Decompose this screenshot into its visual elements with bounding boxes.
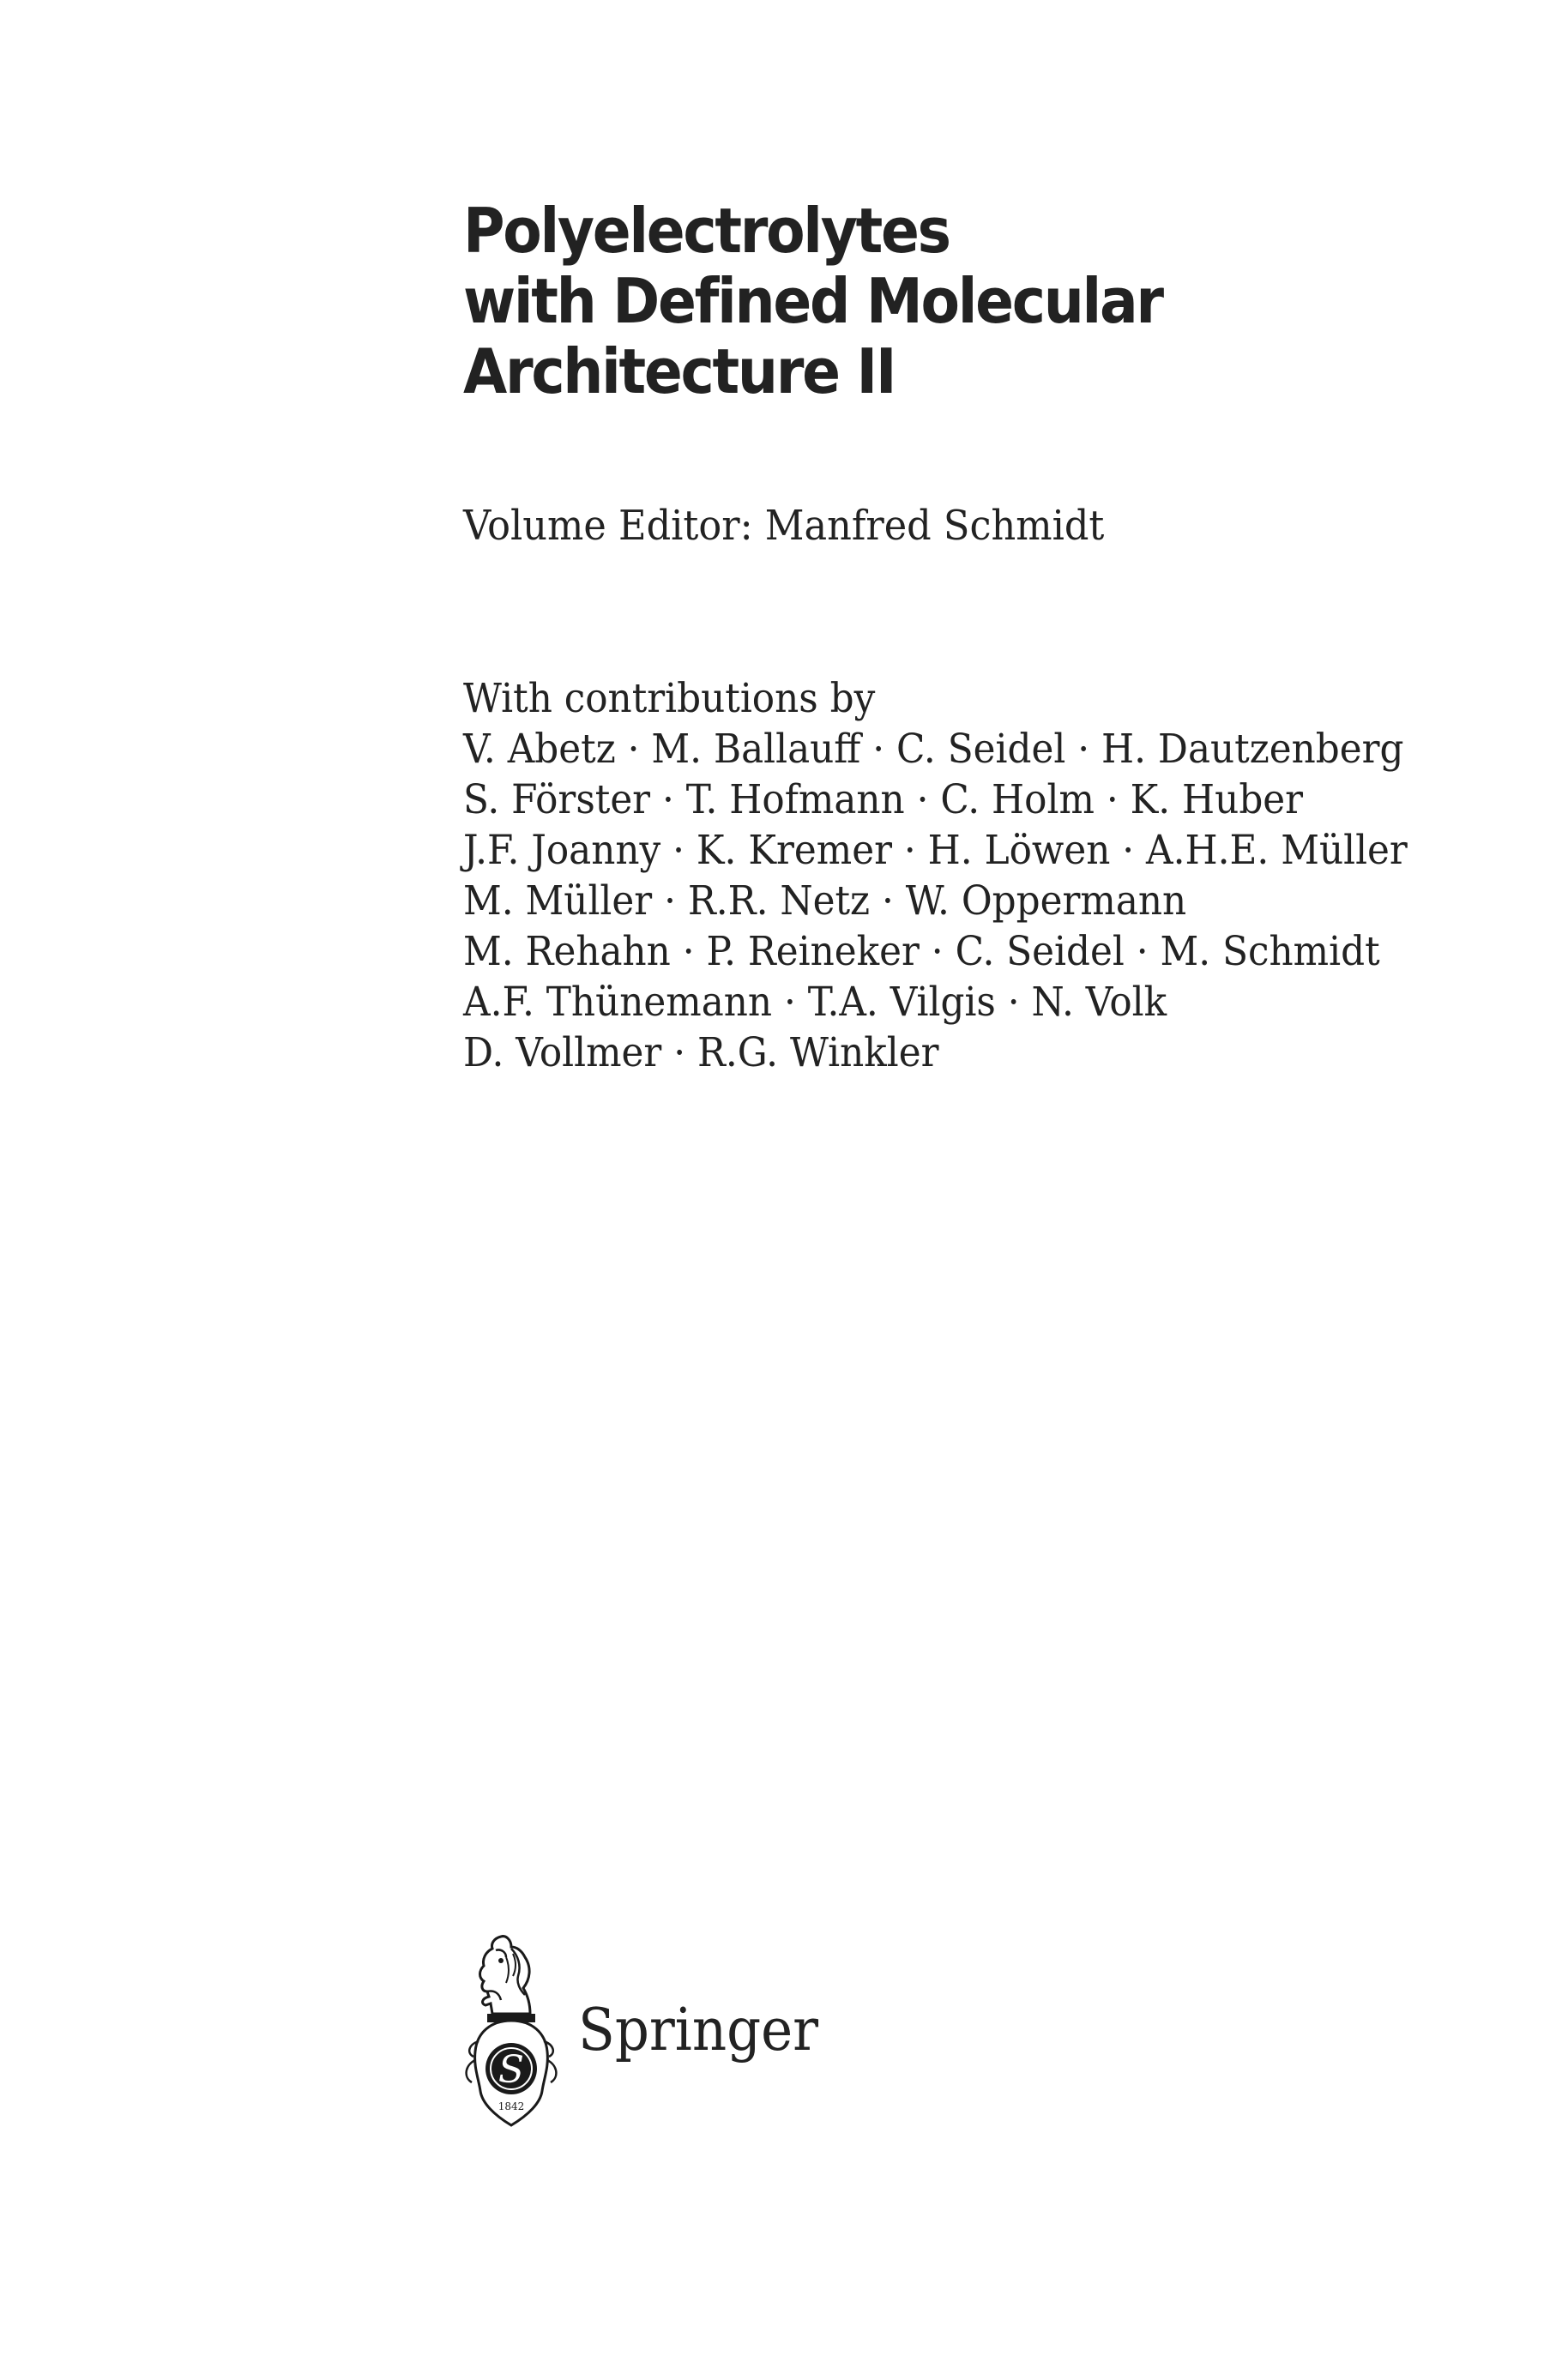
title-line-3: Architecture II [463,335,896,407]
contributors-block [463,673,1408,1078]
logo-monogram: S [498,2048,525,2092]
logo-year: 1842 [498,2100,525,2112]
contributors-line-4: M. Müller · R.R. Netz · W. Oppermann [463,877,1187,925]
contributors-line-1: V. Abetz · M. Ballauff · C. Seidel · H. Dautzenberg [463,726,1404,773]
contributors-heading: With contributions by [463,675,876,722]
contributors-line-3: J.F. Joanny · K. Kremer · H. Löwen · A.H.E. Müller [463,827,1408,874]
publisher-imprint [456,1931,839,2130]
title-line-2: with Defined Molecular [463,265,1162,337]
contributors-line-2: S. Förster · T. Hofmann · C. Holm · K. Huber [463,776,1304,823]
contributors-line-7: D. Vollmer · R.G. Winkler [463,1029,939,1076]
volume-editor: Volume Editor: Manfred Schmidt [463,502,1105,550]
book-title [463,196,1410,407]
contributors-line-5: M. Rehahn · P. Reineker · C. Seidel · M. Schmidt [463,928,1380,975]
title-line-1: Polyelectrolytes [463,195,950,267]
contributors-line-6: A.F. Thünemann · T.A. Vilgis · N. Volk [463,979,1167,1026]
springer-knight-logo-icon [456,1931,566,2130]
publisher-name: Springer [578,1997,819,2064]
